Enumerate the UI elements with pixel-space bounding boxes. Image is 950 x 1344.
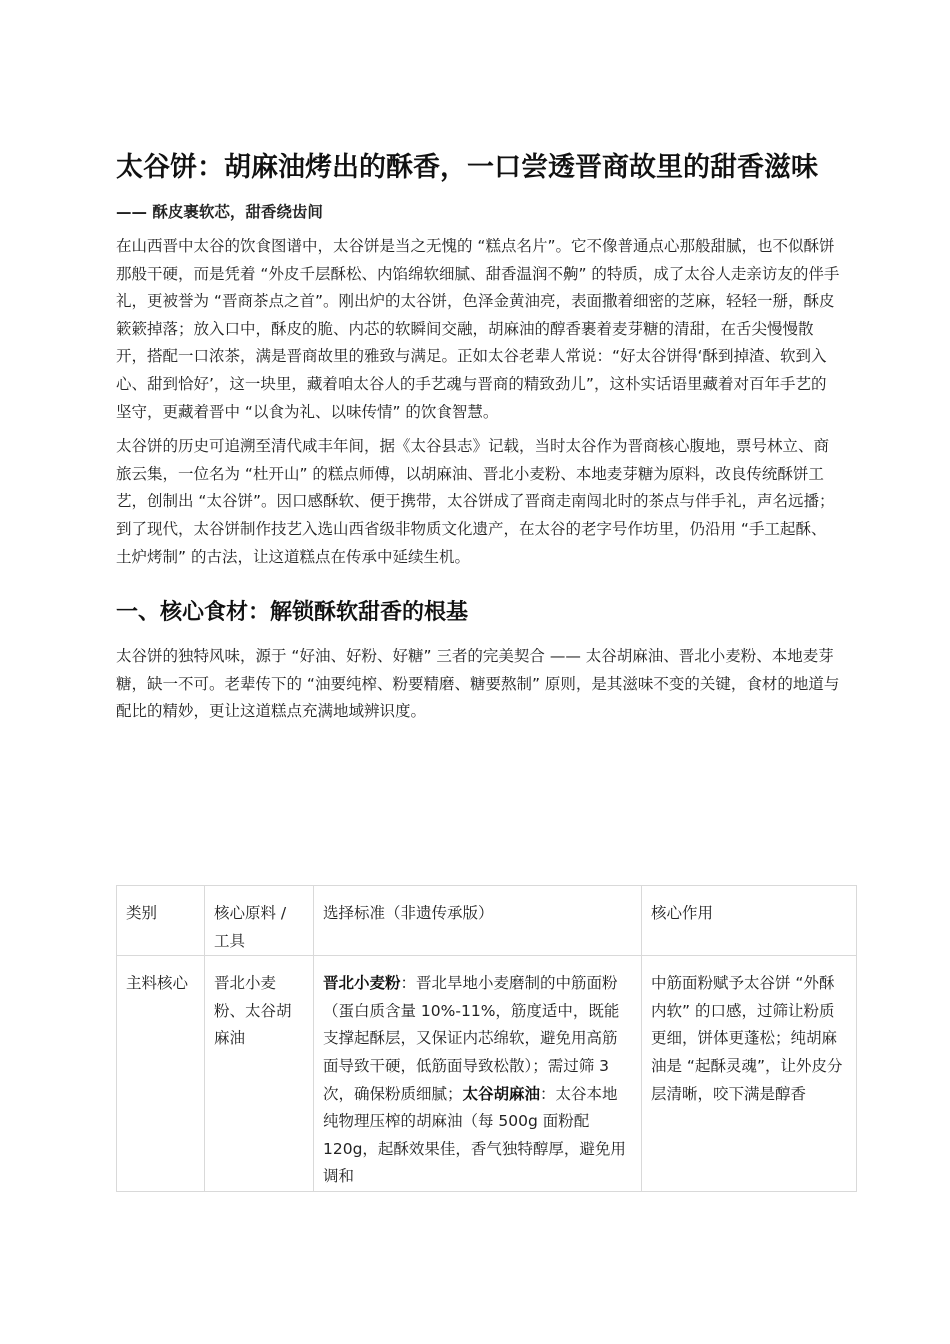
section-paragraph: 太谷饼的独特风味，源于 “好油、好粉、好糖” 三者的完美契合 —— 太谷胡麻油、晋北小麦粉、本地麦芽糖，缺一不可。老辈传下的 “油要纯榨、粉要精磨、糖要熬制” 原则，是其滋味不变的关键，食材的地道与配比的精妙，更让这道糕点充满地域辨识度。	[116, 647, 840, 721]
article-subtitle: —— 酥皮裹软芯，甜香绕齿间	[116, 203, 323, 221]
intro-paragraph-2: 太谷饼的历史可追溯至清代咸丰年间，据《太谷县志》记载，当时太谷作为晋商核心腹地，票号林立、商旅云集，一位名为 “杜开山” 的糕点师傅，以胡麻油、晋北小麦粉、本地麦芽糖为原料，改良传统酥饼工艺，创制出 “太谷饼”。因口感酥软、便于携带，太谷饼成了晋商走南闯北时的茶点与伴手礼，声名远播；到了现代，太谷饼制作技艺入选山西省级非物质文化遗产，在太谷的老字号作坊里，仍沿用 “手工起酥、土炉烤制” 的古法，让这道糕点在传承中延续生机。	[116, 437, 835, 566]
ingredient-desc-oil: ：太谷本地纯物理压榨的胡麻油（每 500g 面粉配 120g，起酥效果佳，香气独特醇厚，避免用调和	[323, 1084, 626, 1186]
intro-paragraph-1: 在山西晋中太谷的饮食图谱中，太谷饼是当之无愧的 “糕点名片”。它不像普通点心那般甜腻，也不似酥饼那般干硬，而是凭着 “外皮千层酥松、内馅绵软细腻、甜香温润不齁” 的特质，成了太谷人走亲访友的伴手礼，更被誉为 “晋商茶点之首”。刚出炉的太谷饼，色泽金黄油亮，表面撒着细密的芝麻，轻轻一掰，酥皮簌簌掉落；放入口中，酥皮的脆、内芯的软瞬间交融，胡麻油的醇香裹着麦芽糖的清甜，在舌尖慢慢散开，搭配一口浓茶，满是晋商故里的雅致与满足。正如太谷老辈人常说：“好太谷饼得‘酥到掉渣、软到入心、甜到恰好’，这一块里，藏着咱太谷人的手艺魂与晋商的精致劲儿”，这朴实话语里藏着对百年手艺的坚守，更藏着晋中 “以食为礼、以味传情” 的饮食智慧。	[116, 237, 840, 421]
standard-text	[323, 970, 632, 1191]
standard-cell	[314, 956, 642, 1192]
effect-text: 中筋面粉赋予太谷饼 “外酥内软” 的口感，过筛让粉质更细，饼体更蓬松；纯胡麻油是 “起酥灵魂”，让外皮分层清晰，咬下满是醇香	[651, 974, 843, 1103]
table-row	[117, 956, 857, 1192]
section-heading: 一、核心食材：解锁酥软甜香的根基	[116, 600, 469, 626]
ingredient-name-wheat: 晋北小麦粉	[323, 974, 401, 993]
materials-cell	[205, 956, 314, 1192]
table-header-cell: 核心原料 / 工具	[205, 886, 314, 956]
effect-cell	[642, 956, 857, 1192]
ingredient-name-oil: 太谷胡麻油	[462, 1084, 541, 1103]
table-header-row	[117, 886, 857, 956]
materials-text: 晋北小麦粉、太谷胡麻油	[214, 974, 292, 1048]
table-header-cell: 选择标准（非遗传承版）	[314, 886, 642, 956]
ingredient-desc-wheat: ：晋北旱地小麦磨制的中筋面粉（蛋白质含量 10%-11%，筋度适中，既能支撑起酥层，又保证内芯绵软，避免用高筋面导致干硬，低筋面导致松散）；需过筛 3 次，确保粉质细腻；	[323, 974, 620, 1103]
table-header-cell: 类别	[117, 886, 205, 956]
document-page	[116, 145, 840, 726]
article-title: 太谷饼：胡麻油烤出的酥香，一口尝透晋商故里的甜香滋味	[116, 152, 818, 183]
category-cell	[117, 956, 205, 1192]
category-text: 主料核心	[126, 974, 189, 993]
table-header-cell: 核心作用	[642, 886, 857, 956]
ingredients-table	[116, 885, 857, 1192]
